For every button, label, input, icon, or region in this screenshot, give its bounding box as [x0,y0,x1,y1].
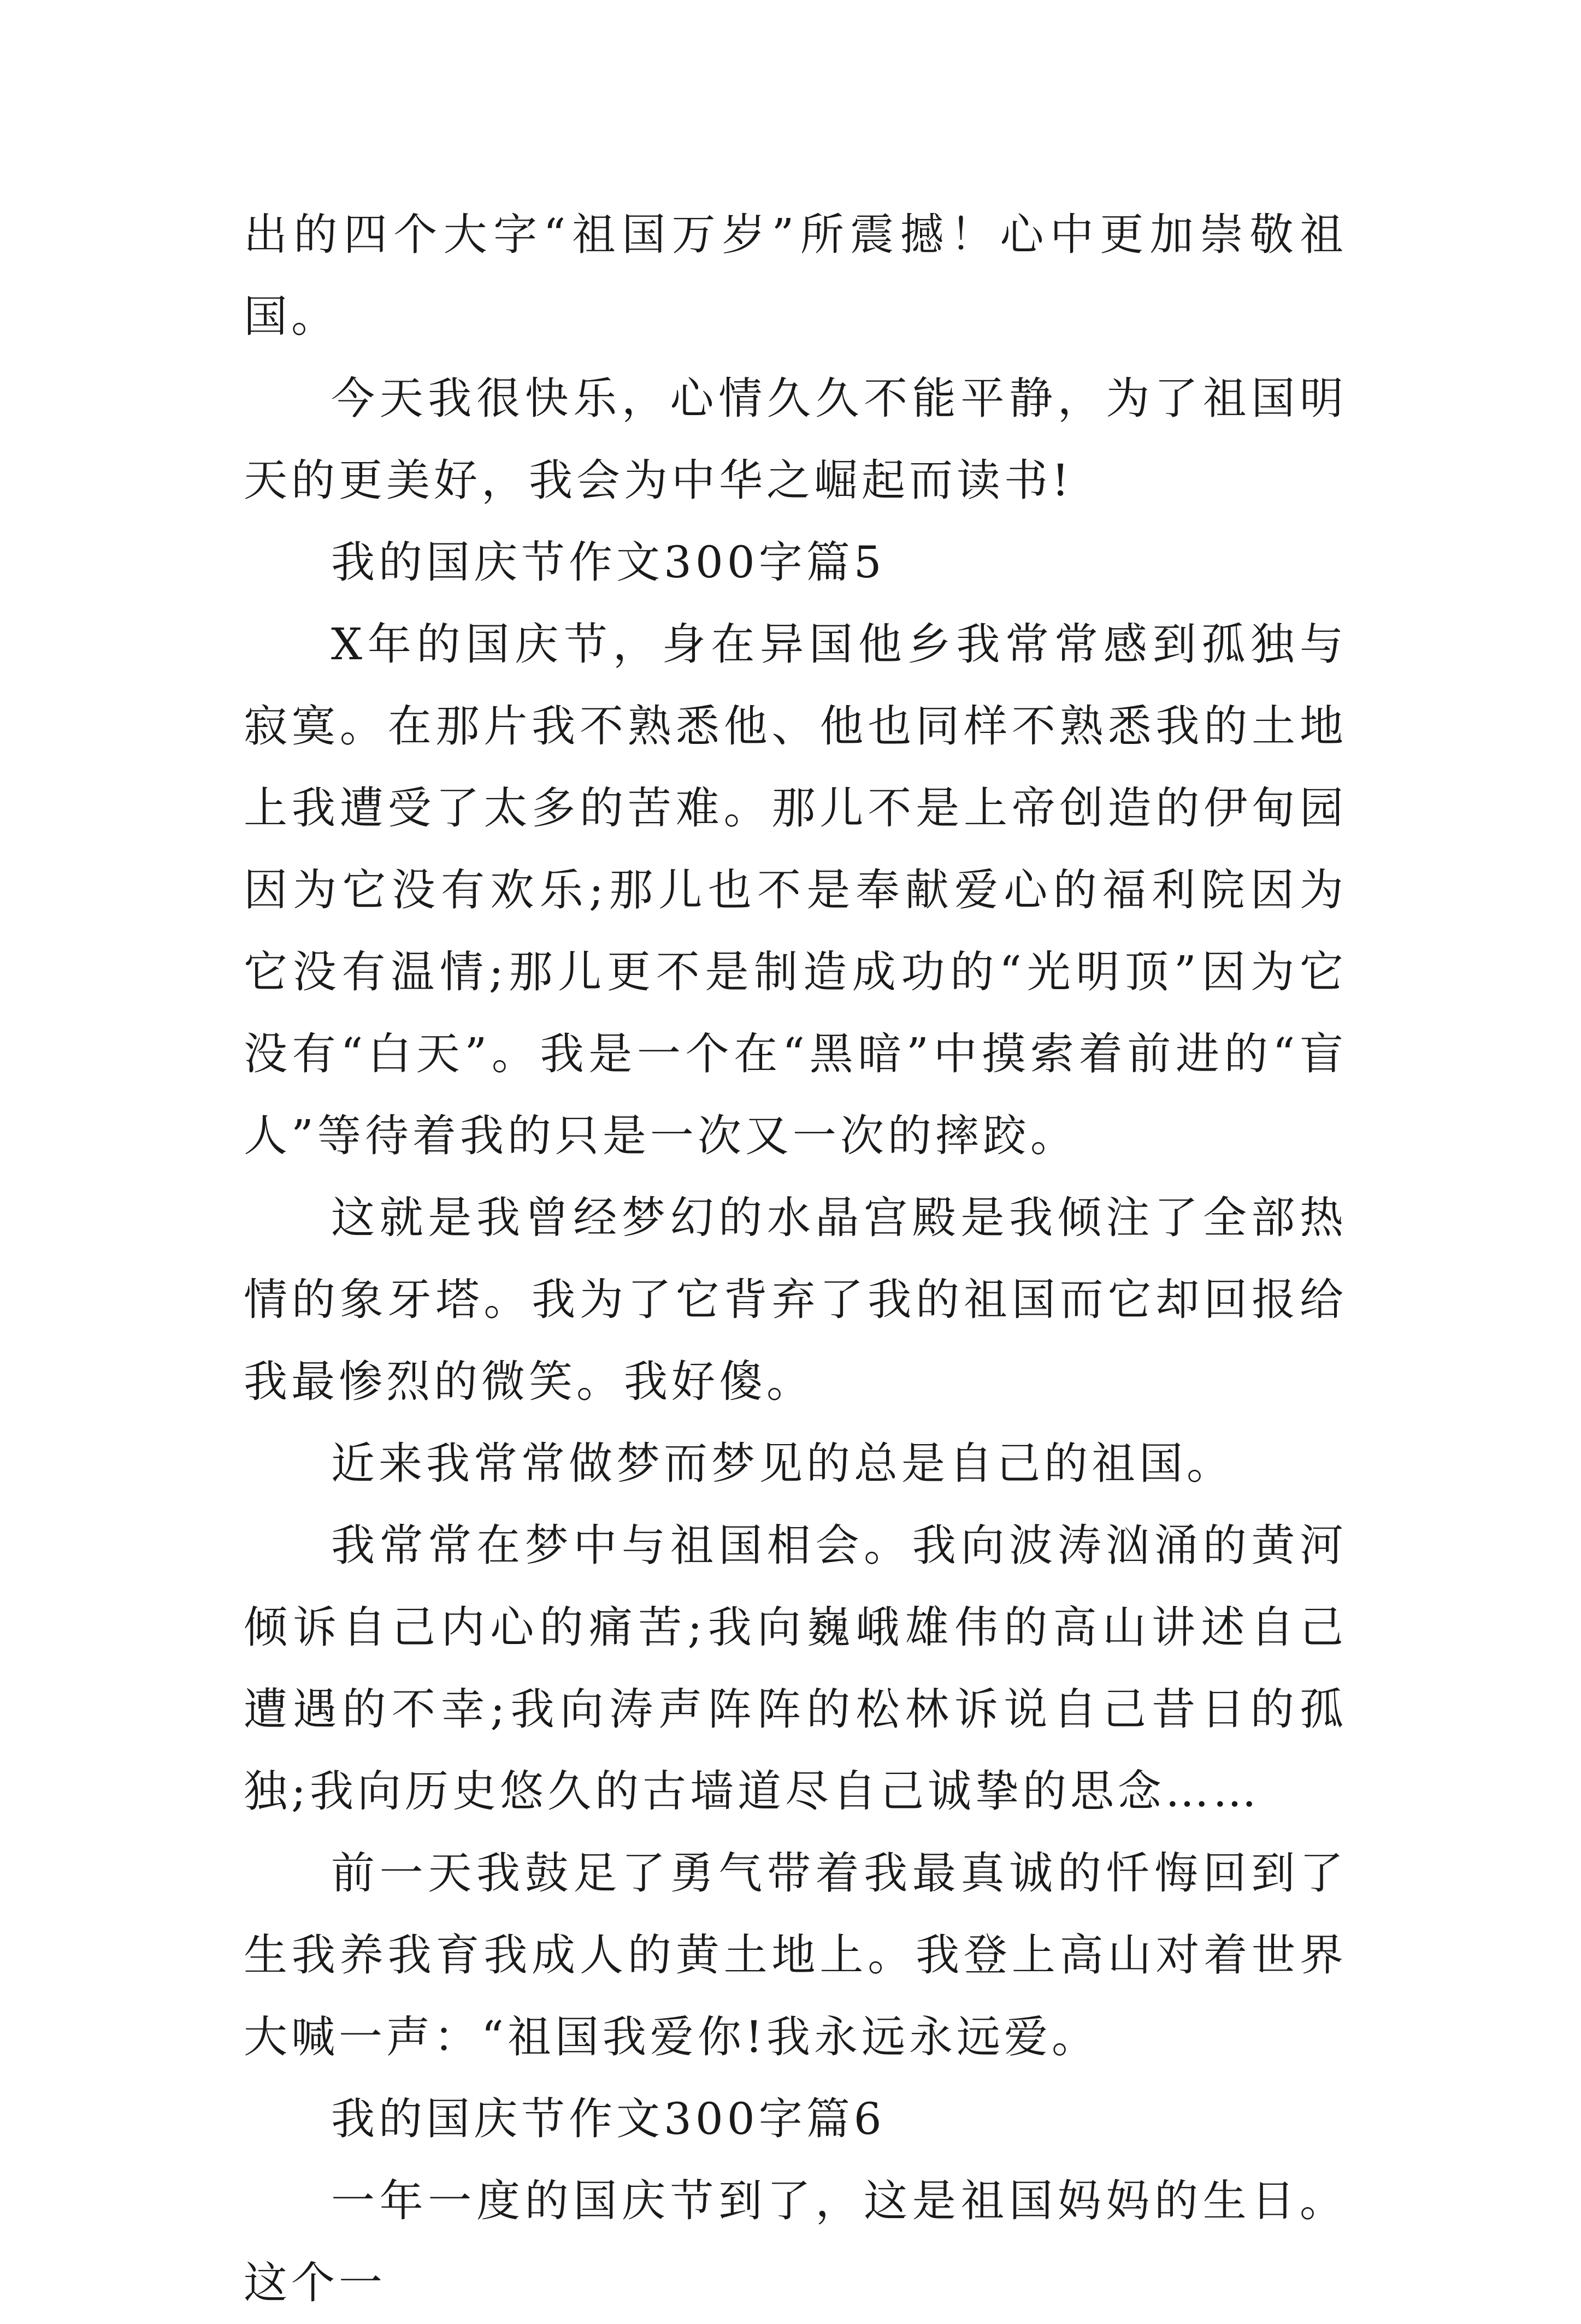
paragraph: 这就是我曾经梦幻的水晶宫殿是我倾注了全部热情的象牙塔。我为了它背弃了我的祖国而它却回报给我最惨烈的微笑。我好傻。 [244,1192,1347,1407]
paragraph-continuation: 出的四个大字“祖国万岁”所震撼！心中更加崇敬祖国。 [244,209,1347,342]
document-body [244,194,1347,2324]
section-heading-5: 我的国庆节作文300字篇5 [331,537,886,588]
paragraph: 一年一度的国庆节到了，这是祖国妈妈的生日。这个一 [244,2175,1347,2308]
paragraph: 近来我常常做梦而梦见的总是自己的祖国。 [331,1438,1234,1489]
paragraph: 我常常在梦中与祖国相会。我向波涛汹涌的黄河倾诉自己内心的痛苦;我向巍峨雄伟的高山讲述自己遭遇的不幸;我向涛声阵阵的松林诉说自己昔日的孤独;我向历史悠久的古墙道尽自己诚挚的思念…… [244,1520,1347,1817]
section-heading-6: 我的国庆节作文300字篇6 [331,2094,886,2144]
paragraph: 前一天我鼓足了勇气带着我最真诚的忏悔回到了生我养我育我成人的黄土地上。我登上高山对着世界大喊一声：“祖国我爱你!我永远永远爱。 [244,1848,1347,2062]
paragraph: X年的国庆节，身在异国他乡我常常感到孤独与寂寞。在那片我不熟悉他、他也同样不熟悉我的土地上我遭受了太多的苦难。那儿不是上帝创造的伊甸园因为它没有欢乐;那儿也不是奉献爱心的福利院因为它没有温情;那儿更不是制造成功的“光明顶”因为它没有“白天”。我是一个在“黑暗”中摸索着前进的“盲人”等待着我的只是一次又一次的摔跤。 [244,619,1347,1161]
paragraph: 今天我很快乐，心情久久不能平静，为了祖国明天的更美好，我会为中华之崛起而读书! [244,373,1347,506]
